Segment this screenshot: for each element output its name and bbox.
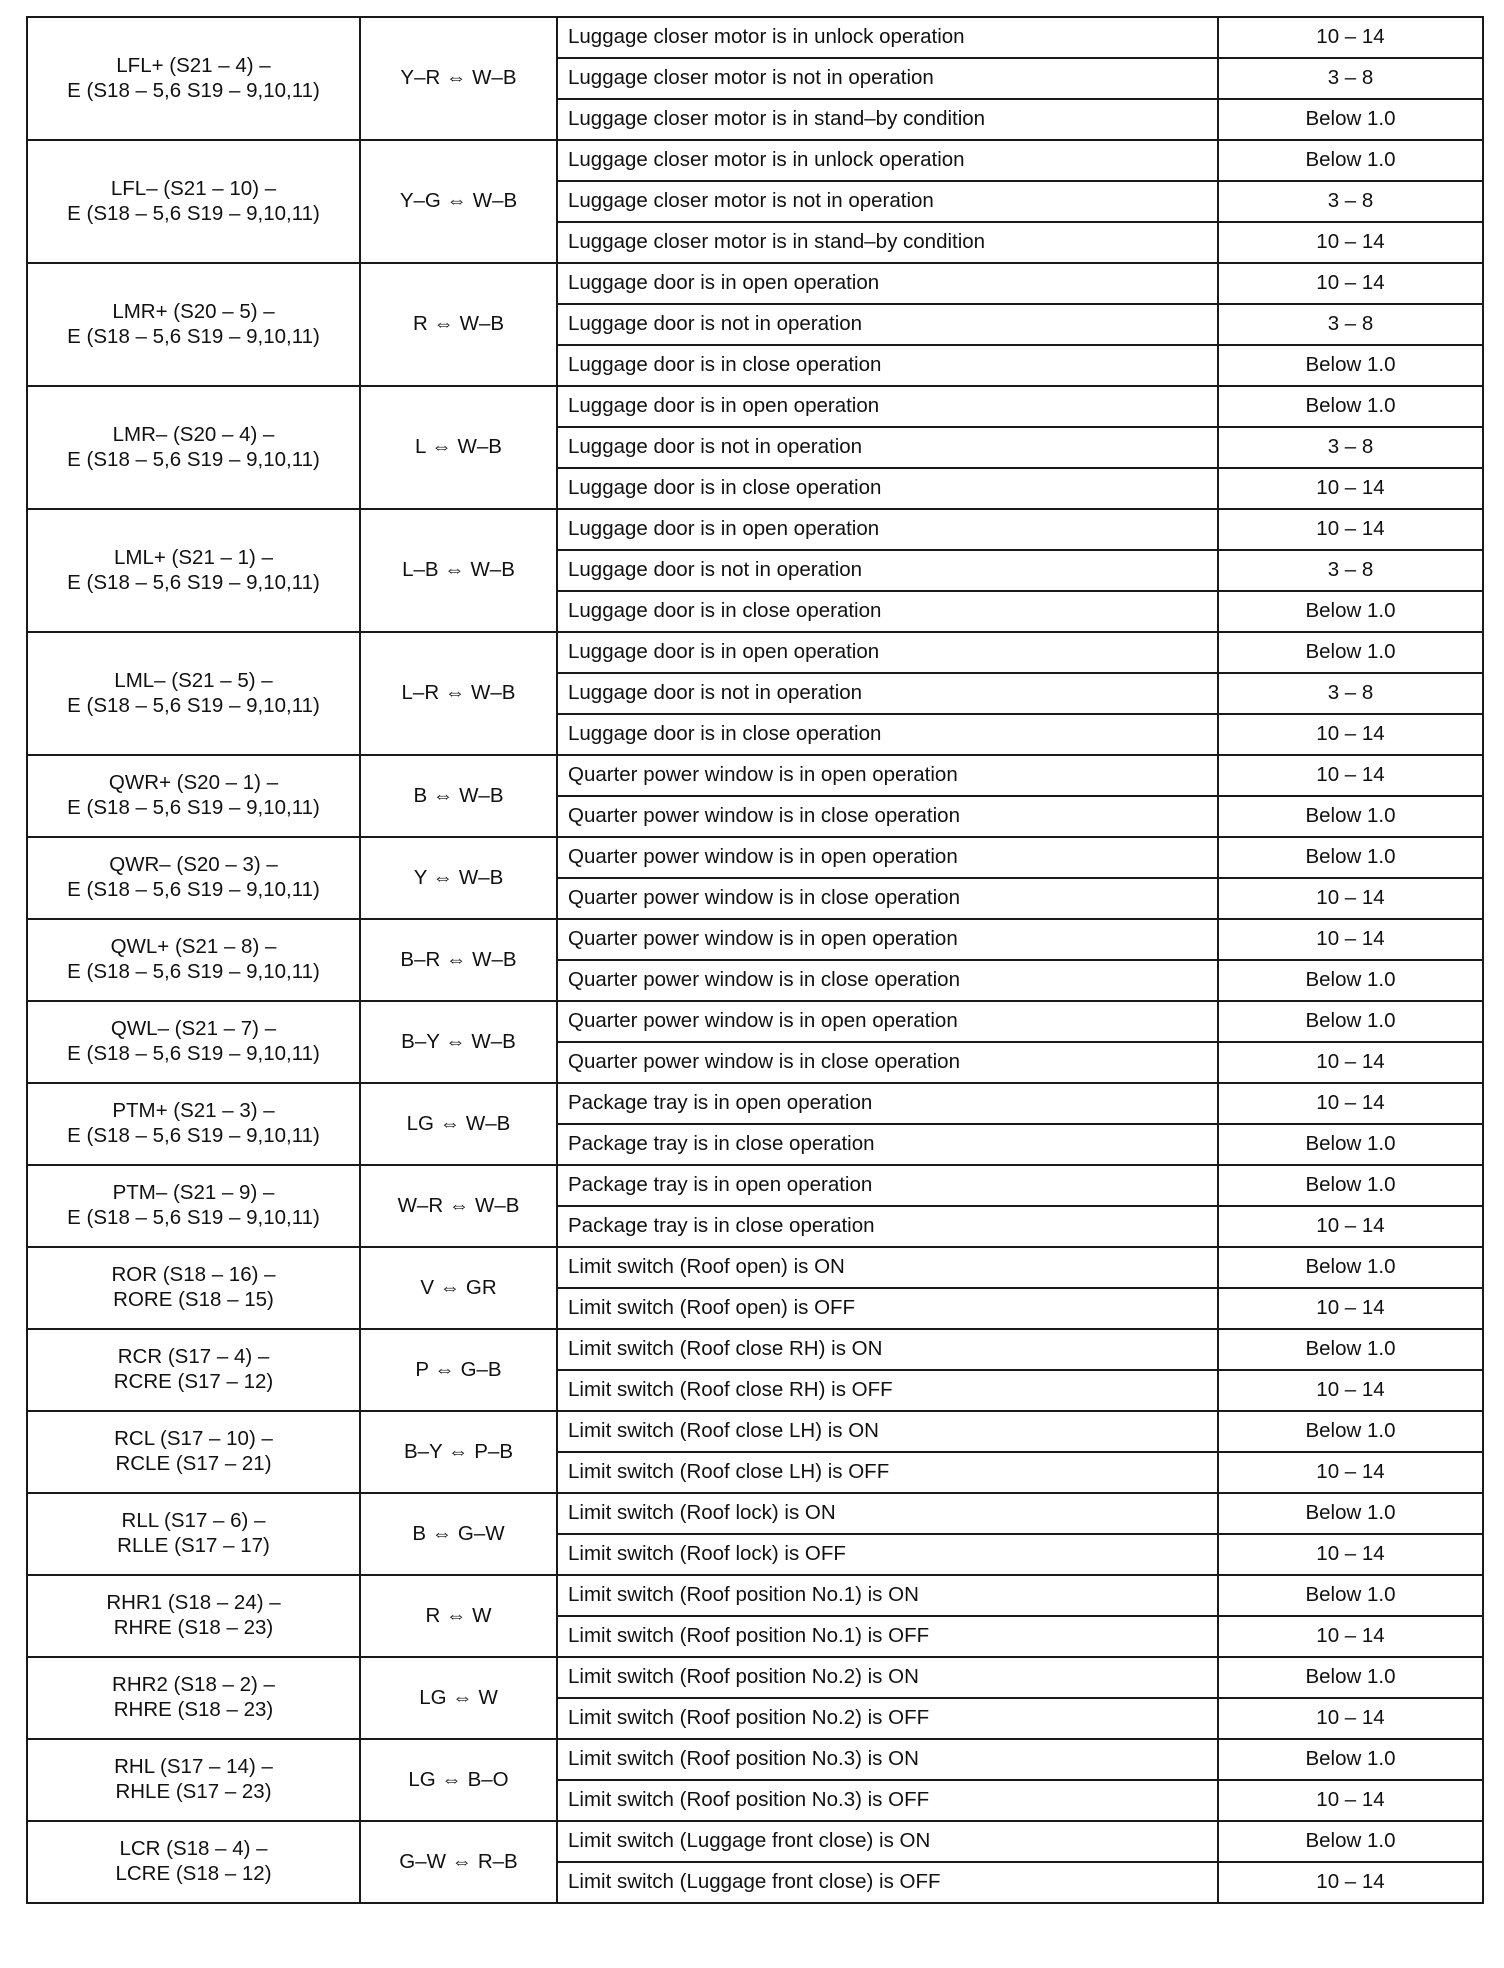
condition-cell: Quarter power window is in close operation (557, 1042, 1218, 1083)
terminal-line: E (S18 – 5,6 S19 – 9,10,11) (67, 1124, 320, 1147)
terminal-cell (27, 509, 360, 632)
condition-cell: Quarter power window is in open operation (557, 1001, 1218, 1042)
terminal-cell (27, 386, 360, 509)
specified-value-cell: 10 – 14 (1218, 1780, 1483, 1821)
terminal-line: QWR– (S20 – 3) – (109, 853, 278, 877)
specified-value-cell: 10 – 14 (1218, 1698, 1483, 1739)
condition-cell: Luggage closer motor is in unlock operation (557, 140, 1218, 181)
wiring-color-cell: Y–R ⇔ W–B (360, 17, 557, 140)
wiring-color-cell: B–Y ⇔ P–B (360, 1411, 557, 1493)
table-row (27, 919, 1483, 960)
terminal-line: QWR+ (S20 – 1) – (108, 771, 279, 795)
specified-value-cell: Below 1.0 (1218, 99, 1483, 140)
specified-value-cell: 10 – 14 (1218, 1534, 1483, 1575)
terminal-line: LML– (S21 – 5) – (114, 668, 273, 692)
condition-cell: Luggage door is not in operation (557, 427, 1218, 468)
specified-value-cell: 10 – 14 (1218, 1288, 1483, 1329)
condition-cell: Luggage door is in open operation (557, 386, 1218, 427)
specified-value-cell: Below 1.0 (1218, 1329, 1483, 1370)
specified-value-cell: Below 1.0 (1218, 796, 1483, 837)
terminal-line: RCR (S17 – 4) – (117, 1345, 270, 1369)
condition-cell: Luggage door is in close operation (557, 591, 1218, 632)
condition-cell: Luggage closer motor is in stand–by condition (557, 99, 1218, 140)
table-row (27, 1739, 1483, 1780)
wiring-color-cell: B ⇔ W–B (360, 755, 557, 837)
terminal-line: E (S18 – 5,6 S19 – 9,10,11) (67, 78, 320, 102)
specified-value-cell: 10 – 14 (1218, 878, 1483, 919)
specified-value-cell: 10 – 14 (1218, 1083, 1483, 1124)
terminal-line: LFL– (S21 – 10) – (110, 176, 277, 200)
specified-value-cell: Below 1.0 (1218, 1411, 1483, 1452)
terminal-cell (27, 263, 360, 386)
condition-cell: Luggage closer motor is in stand–by condition (557, 222, 1218, 263)
terminal-line: E (S18 – 5,6 S19 – 9,10,11) (67, 693, 320, 717)
specified-value-cell: Below 1.0 (1218, 140, 1483, 181)
terminal-line: RCLE (S17 – 21) (115, 1452, 272, 1475)
terminal-cell (27, 1493, 360, 1575)
condition-cell: Limit switch (Roof close RH) is ON (557, 1329, 1218, 1370)
table-row (27, 1411, 1483, 1452)
specified-value-cell: 10 – 14 (1218, 1206, 1483, 1247)
specified-value-cell: 10 – 14 (1218, 1616, 1483, 1657)
condition-cell: Luggage closer motor is not in operation (557, 181, 1218, 222)
table-row (27, 1083, 1483, 1124)
table-row (27, 1575, 1483, 1616)
terminal-line: E (S18 – 5,6 S19 – 9,10,11) (67, 570, 320, 594)
specified-value-cell: 3 – 8 (1218, 550, 1483, 591)
terminal-line: RORE (S18 – 15) (113, 1288, 274, 1311)
wiring-color-cell: L–B ⇔ W–B (360, 509, 557, 632)
condition-cell: Limit switch (Roof position No.2) is OFF (557, 1698, 1218, 1739)
wiring-color-cell: P ⇔ G–B (360, 1329, 557, 1411)
wiring-color-cell: B ⇔ G–W (360, 1493, 557, 1575)
condition-cell: Limit switch (Roof lock) is OFF (557, 1534, 1218, 1575)
terminal-line: RHRE (S18 – 23) (113, 1698, 274, 1721)
terminal-cell (27, 1165, 360, 1247)
condition-cell: Luggage door is in open operation (557, 632, 1218, 673)
condition-cell: Luggage door is in close operation (557, 714, 1218, 755)
terminal-line: E (S18 – 5,6 S19 – 9,10,11) (67, 324, 320, 348)
table-row (27, 1821, 1483, 1862)
condition-cell: Quarter power window is in open operation (557, 919, 1218, 960)
condition-cell: Luggage door is in close operation (557, 345, 1218, 386)
specified-value-cell: Below 1.0 (1218, 837, 1483, 878)
specified-value-cell: Below 1.0 (1218, 1247, 1483, 1288)
specified-value-cell: Below 1.0 (1218, 386, 1483, 427)
inspection-table-body (27, 17, 1483, 1903)
condition-cell: Quarter power window is in close operation (557, 796, 1218, 837)
specified-value-cell: Below 1.0 (1218, 960, 1483, 1001)
specified-value-cell: Below 1.0 (1218, 1739, 1483, 1780)
terminal-line: E (S18 – 5,6 S19 – 9,10,11) (67, 960, 320, 983)
table-row (27, 1493, 1483, 1534)
wiring-color-cell: B–Y ⇔ W–B (360, 1001, 557, 1083)
terminal-line: RHRE (S18 – 23) (113, 1616, 274, 1639)
table-row (27, 1165, 1483, 1206)
condition-cell: Package tray is in open operation (557, 1083, 1218, 1124)
table-row (27, 755, 1483, 796)
condition-cell: Quarter power window is in close operation (557, 960, 1218, 1001)
condition-cell: Quarter power window is in close operation (557, 878, 1218, 919)
condition-cell: Luggage closer motor is in unlock operation (557, 17, 1218, 58)
terminal-line: E (S18 – 5,6 S19 – 9,10,11) (67, 1206, 320, 1229)
table-row (27, 17, 1483, 58)
terminal-line: LCR (S18 – 4) – (119, 1837, 268, 1861)
specified-value-cell: 10 – 14 (1218, 1042, 1483, 1083)
specified-value-cell: 3 – 8 (1218, 673, 1483, 714)
condition-cell: Quarter power window is in open operation (557, 837, 1218, 878)
terminal-cell (27, 1657, 360, 1739)
specified-value-cell: 3 – 8 (1218, 58, 1483, 99)
terminal-cell (27, 1575, 360, 1657)
wiring-color-cell: Y ⇔ W–B (360, 837, 557, 919)
specified-value-cell: 10 – 14 (1218, 714, 1483, 755)
condition-cell: Limit switch (Luggage front close) is ON (557, 1821, 1218, 1862)
specified-value-cell: 10 – 14 (1218, 263, 1483, 304)
terminal-line: PTM– (S21 – 9) – (112, 1181, 275, 1205)
specified-value-cell: 10 – 14 (1218, 17, 1483, 58)
terminal-line: RHR1 (S18 – 24) – (106, 1591, 281, 1615)
terminal-line: LCRE (S18 – 12) (115, 1862, 272, 1885)
terminal-cell (27, 1083, 360, 1165)
terminal-line: E (S18 – 5,6 S19 – 9,10,11) (67, 878, 320, 901)
condition-cell: Limit switch (Luggage front close) is OFF (557, 1862, 1218, 1903)
terminal-line: RLLE (S17 – 17) (117, 1534, 270, 1557)
table-row (27, 1001, 1483, 1042)
wiring-color-cell: G–W ⇔ R–B (360, 1821, 557, 1903)
condition-cell: Luggage door is not in operation (557, 673, 1218, 714)
specified-value-cell: 10 – 14 (1218, 1862, 1483, 1903)
condition-cell: Limit switch (Roof lock) is ON (557, 1493, 1218, 1534)
specified-value-cell: 10 – 14 (1218, 468, 1483, 509)
condition-cell: Limit switch (Roof close RH) is OFF (557, 1370, 1218, 1411)
condition-cell: Limit switch (Roof position No.3) is OFF (557, 1780, 1218, 1821)
wiring-color-cell: Y–G ⇔ W–B (360, 140, 557, 263)
specified-value-cell: Below 1.0 (1218, 1575, 1483, 1616)
wiring-color-cell: B–R ⇔ W–B (360, 919, 557, 1001)
table-row (27, 1329, 1483, 1370)
wiring-color-cell: LG ⇔ B–O (360, 1739, 557, 1821)
condition-cell: Luggage door is not in operation (557, 304, 1218, 345)
table-row (27, 509, 1483, 550)
condition-cell: Limit switch (Roof close LH) is ON (557, 1411, 1218, 1452)
condition-cell: Limit switch (Roof close LH) is OFF (557, 1452, 1218, 1493)
terminal-line: E (S18 – 5,6 S19 – 9,10,11) (67, 201, 320, 225)
terminal-cell (27, 1739, 360, 1821)
terminal-line: LFL+ (S21 – 4) – (116, 53, 271, 77)
terminal-cell (27, 1247, 360, 1329)
specified-value-cell: 3 – 8 (1218, 304, 1483, 345)
specified-value-cell: Below 1.0 (1218, 1001, 1483, 1042)
condition-cell: Luggage door is in open operation (557, 509, 1218, 550)
terminal-line: LMR– (S20 – 4) – (112, 422, 275, 446)
terminal-cell (27, 755, 360, 837)
wiring-color-cell: R ⇔ W–B (360, 263, 557, 386)
terminal-line: E (S18 – 5,6 S19 – 9,10,11) (67, 447, 320, 471)
specified-value-cell: Below 1.0 (1218, 591, 1483, 632)
terminal-cell (27, 1821, 360, 1903)
specified-value-cell: 3 – 8 (1218, 181, 1483, 222)
specified-value-cell: 3 – 8 (1218, 427, 1483, 468)
specified-value-cell: 10 – 14 (1218, 222, 1483, 263)
condition-cell: Luggage door is in open operation (557, 263, 1218, 304)
terminal-line: E (S18 – 5,6 S19 – 9,10,11) (67, 1042, 320, 1065)
terminal-cell (27, 1329, 360, 1411)
condition-cell: Luggage closer motor is not in operation (557, 58, 1218, 99)
terminal-line: RHR2 (S18 – 2) – (112, 1673, 275, 1697)
specified-value-cell: 10 – 14 (1218, 509, 1483, 550)
terminal-line: LML+ (S21 – 1) – (114, 545, 273, 569)
inspection-table (26, 16, 1484, 1904)
specified-value-cell: 10 – 14 (1218, 1452, 1483, 1493)
table-row (27, 263, 1483, 304)
wiring-color-cell: LG ⇔ W (360, 1657, 557, 1739)
table-row (27, 1247, 1483, 1288)
condition-cell: Luggage door is not in operation (557, 550, 1218, 591)
specified-value-cell: Below 1.0 (1218, 1165, 1483, 1206)
specified-value-cell: Below 1.0 (1218, 1657, 1483, 1698)
condition-cell: Limit switch (Roof position No.1) is OFF (557, 1616, 1218, 1657)
specified-value-cell: Below 1.0 (1218, 345, 1483, 386)
specified-value-cell: 10 – 14 (1218, 755, 1483, 796)
condition-cell: Luggage door is in close operation (557, 468, 1218, 509)
terminal-line: RHLE (S17 – 23) (115, 1780, 272, 1803)
table-row (27, 386, 1483, 427)
terminal-cell (27, 140, 360, 263)
terminal-line: RCL (S17 – 10) – (114, 1427, 273, 1451)
condition-cell: Limit switch (Roof open) is OFF (557, 1288, 1218, 1329)
wiring-color-cell: W–R ⇔ W–B (360, 1165, 557, 1247)
terminal-cell (27, 17, 360, 140)
terminal-line: LMR+ (S20 – 5) – (112, 299, 275, 323)
condition-cell: Limit switch (Roof position No.1) is ON (557, 1575, 1218, 1616)
condition-cell: Package tray is in open operation (557, 1165, 1218, 1206)
wiring-color-cell: LG ⇔ W–B (360, 1083, 557, 1165)
specified-value-cell: Below 1.0 (1218, 1493, 1483, 1534)
terminal-line: E (S18 – 5,6 S19 – 9,10,11) (67, 796, 320, 819)
terminal-line: QWL– (S21 – 7) – (110, 1017, 277, 1041)
wiring-color-cell: V ⇔ GR (360, 1247, 557, 1329)
terminal-line: RLL (S17 – 6) – (121, 1509, 266, 1533)
specified-value-cell: 10 – 14 (1218, 919, 1483, 960)
specified-value-cell: Below 1.0 (1218, 632, 1483, 673)
specified-value-cell: Below 1.0 (1218, 1821, 1483, 1862)
terminal-cell (27, 1411, 360, 1493)
wiring-color-cell: L–R ⇔ W–B (360, 632, 557, 755)
wiring-color-cell: R ⇔ W (360, 1575, 557, 1657)
terminal-line: ROR (S18 – 16) – (111, 1263, 276, 1287)
table-row (27, 837, 1483, 878)
terminal-line: RCRE (S17 – 12) (113, 1370, 274, 1393)
table-row (27, 1657, 1483, 1698)
terminal-cell (27, 1001, 360, 1083)
wiring-color-cell: L ⇔ W–B (360, 386, 557, 509)
table-row (27, 632, 1483, 673)
table-row (27, 140, 1483, 181)
specified-value-cell: 10 – 14 (1218, 1370, 1483, 1411)
condition-cell: Package tray is in close operation (557, 1124, 1218, 1165)
condition-cell: Limit switch (Roof position No.2) is ON (557, 1657, 1218, 1698)
terminal-line: RHL (S17 – 14) – (114, 1755, 273, 1779)
condition-cell: Limit switch (Roof open) is ON (557, 1247, 1218, 1288)
terminal-line: QWL+ (S21 – 8) – (110, 935, 277, 959)
specified-value-cell: Below 1.0 (1218, 1124, 1483, 1165)
terminal-cell (27, 837, 360, 919)
condition-cell: Quarter power window is in open operation (557, 755, 1218, 796)
condition-cell: Limit switch (Roof position No.3) is ON (557, 1739, 1218, 1780)
terminal-cell (27, 919, 360, 1001)
condition-cell: Package tray is in close operation (557, 1206, 1218, 1247)
terminal-line: PTM+ (S21 – 3) – (112, 1099, 275, 1123)
terminal-cell (27, 632, 360, 755)
